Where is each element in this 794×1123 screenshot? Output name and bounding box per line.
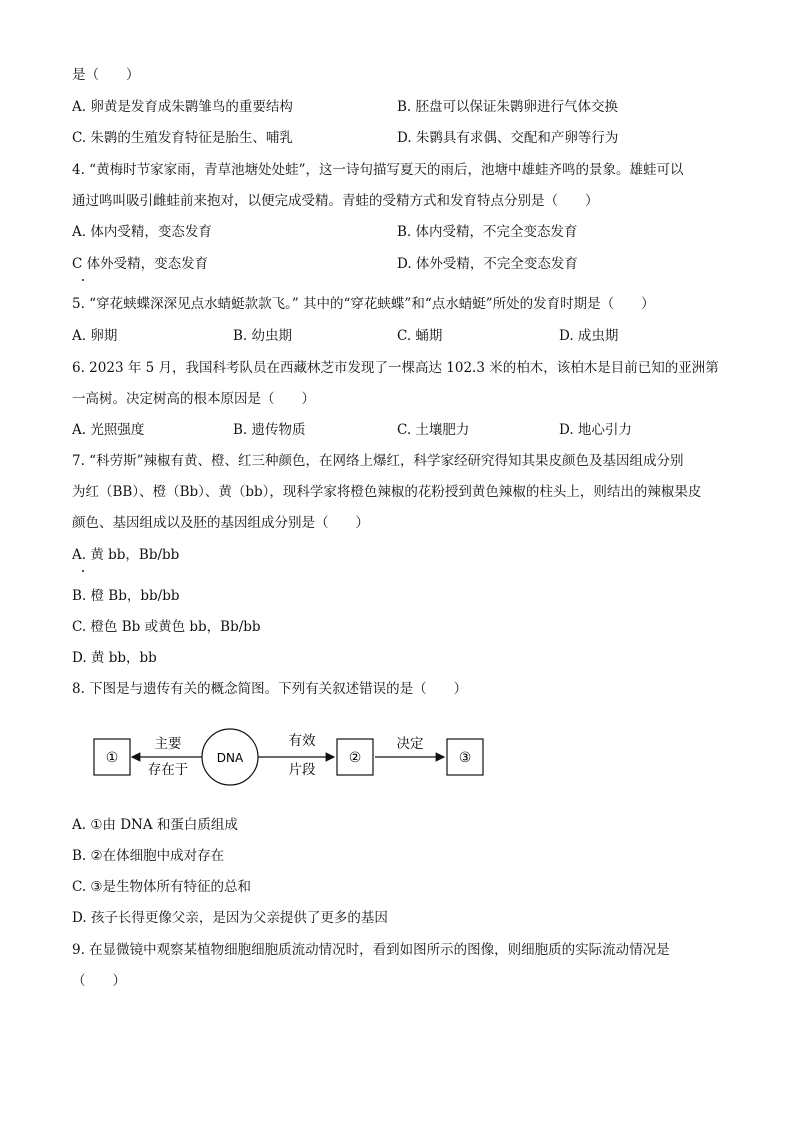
q4-option-c: C 体外受精，变态发育 [72,256,209,272]
box-1-label: ① [105,750,119,766]
q5-stem-line1: 5. “穿花蛱蝶深深见点水蜻蜓款款飞。” 其中的“穿花蛱蝶”和“点水蜻蜓”所处的发育时期是（ ） [72,296,655,312]
q4-stem-line2: 通过鸣叫吸引雌蛙前来抱对，以便完成受精。青蛙的受精方式和发育特点分别是（ ） [72,193,599,209]
box-2-label: ② [348,750,362,766]
q5-option-a: A. 卵期 [72,328,118,344]
q7-stem-line1: 7. “科劳斯”辣椒有黄、橙、红三种颜色，在网络上爆红，科学家经研究得知其果皮颜色及基因组成分别 [72,453,684,469]
q6-stem-line2: 一高树。决定树高的根本原因是（ ） [72,391,315,407]
label-mainly: 主要 [154,736,182,752]
q7-option-c: C. 橙色 Bb 或黄色 bb，Bb/bb [72,619,261,635]
label-effective: 有效 [288,733,316,749]
q7-stem-line3: 颜色、基因组成以及胚的基因组成分别是（ ） [72,515,369,531]
q3-option-a: A. 卵黄是发育成朱鹮雏鸟的重要结构 [72,99,293,115]
q6-option-c: C. 土壤肥力 [397,422,470,438]
q4-option-b: B. 体内受精，不完全变态发育 [397,224,578,240]
scan-dot [82,570,84,572]
q6-option-d: D. 地心引力 [559,422,632,438]
q5-option-c: C. 蛹期 [397,328,443,344]
q7-stem-line2: 为红（BB）、橙（Bb）、黄（bb），现科学家将橙色辣椒的花粉授到黄色辣椒的柱头上，则结出的辣椒果皮 [72,484,702,500]
q7-option-d: D. 黄 bb，bb [72,650,157,666]
scan-dot [82,279,84,281]
q9-stem-line2: （ ） [72,973,126,989]
q7-option-b: B. 橙 Bb，bb/bb [72,588,180,604]
q6-stem-line1: 6. 2023 年 5 月，我国科考队员在西藏林芝市发现了一棵高达 102.3 米的柏木，该柏木是目前已知的亚洲第 [72,360,719,376]
q4-option-a: A. 体内受精，变态发育 [72,224,212,240]
q6-option-a: A. 光照强度 [72,422,145,438]
label-exists-in: 存在于 [147,762,189,778]
q4-stem-line1: 4. “黄梅时节家家雨，青草池塘处处蛙”，这一诗句描写夏天的雨后，池塘中雄蛙齐鸣的景象。雄蛙可以 [72,162,684,178]
q8-option-c: C. ③是生物体所有特征的总和 [72,879,252,895]
dna-label: DNA [216,751,244,765]
q8-stem-line1: 8. 下图是与遗传有关的概念简图。下列有关叙述错误的是（ ） [72,681,468,697]
q8-option-d: D. 孩子长得更像父亲，是因为父亲提供了更多的基因 [72,910,388,926]
q3-tail: 是（ ） [72,67,140,83]
q9-stem-line1: 9. 在显微镜中观察某植物细胞细胞质流动情况时，看到如图所示的图像，则细胞质的实际流动情况是 [72,942,670,958]
q3-option-b: B. 胚盘可以保证朱鹮卵进行气体交换 [397,99,619,115]
concept-diagram [90,722,490,802]
label-segment: 片段 [288,762,316,778]
label-determines: 决定 [396,736,424,752]
q3-option-d: D. 朱鹮具有求偶、交配和产卵等行为 [397,130,619,146]
q5-option-d: D. 成虫期 [559,328,619,344]
q6-option-b: B. 遗传物质 [233,422,306,438]
box-3-label: ③ [458,750,472,766]
q4-option-d: D. 体外受精，不完全变态发育 [397,256,578,272]
q8-option-a: A. ①由 DNA 和蛋白质组成 [72,817,238,833]
q8-option-b: B. ②在体细胞中成对存在 [72,848,225,864]
q3-option-c: C. 朱鹮的生殖发育特征是胎生、哺乳 [72,130,293,146]
q5-option-b: B. 幼虫期 [233,328,293,344]
q7-option-a: A. 黄 bb，Bb/bb [72,547,180,563]
